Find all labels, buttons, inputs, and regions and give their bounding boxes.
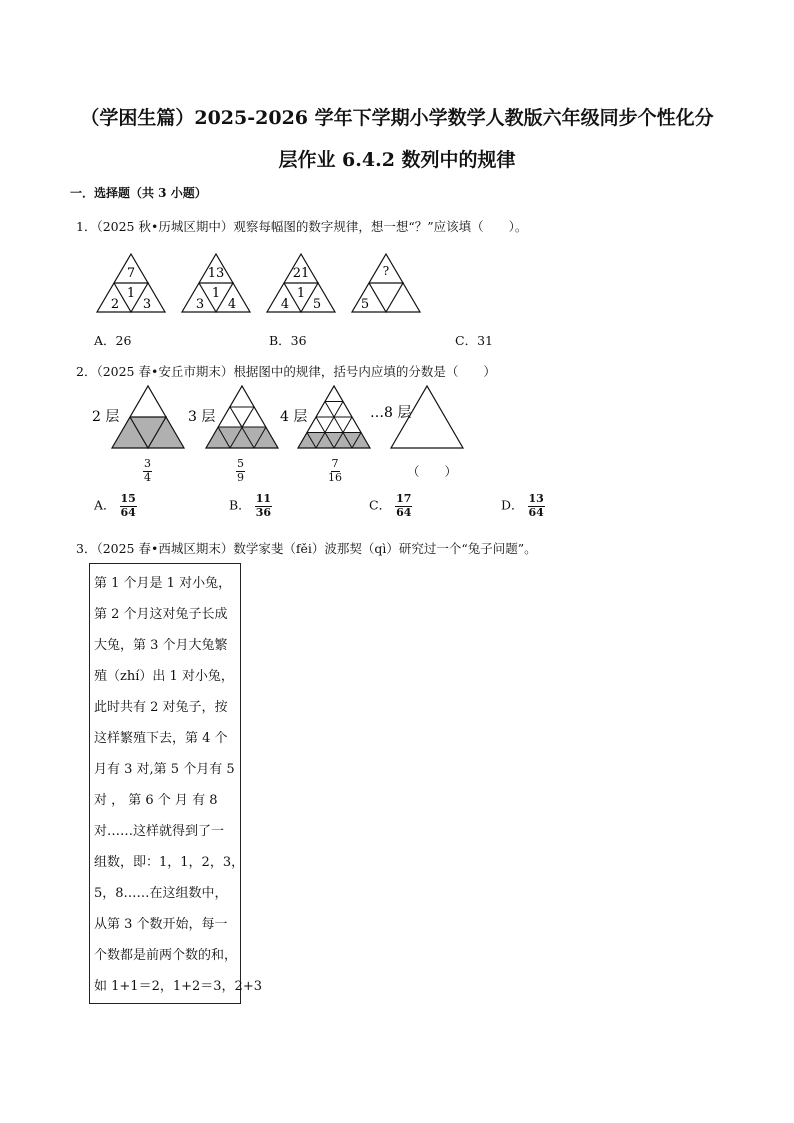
box-text-line: 这样繁殖下去，第 4 个 — [94, 731, 228, 746]
triangle-top-number: 21 — [292, 266, 310, 281]
box-text-line: 第 2 个月这对兔子长成 — [94, 607, 228, 622]
layer-figure-3 — [188, 386, 278, 448]
question-1-text: 1．（2025 秋•历城区期中）观察每幅图的数字规律，想一想“？”应该填（ ）。 — [76, 219, 528, 234]
box-text-line: 此时共有 2 对兔子，按 — [94, 700, 228, 715]
shaded-region — [112, 417, 184, 448]
triangle-middle-number: 1 — [211, 286, 221, 301]
triangle-right-number: 5 — [312, 297, 322, 312]
document-title-line2: 层作业 6.4.2 数列中的规律 — [278, 149, 516, 171]
box-text-line: 殖（zhí）出 1 对小兔， — [94, 669, 234, 684]
fraction-4-layer: $\frac{7}{16}$ — [328, 457, 342, 484]
triangle-right-number: 3 — [142, 297, 152, 312]
box-text-line: 月有 3 对,第 5 个月有 5 — [94, 762, 235, 777]
triangle-top-number: 7 — [126, 266, 136, 281]
number-triangle-1 — [97, 254, 165, 312]
triangle-middle-number: 1 — [296, 286, 306, 301]
layer-figure-8 — [370, 386, 463, 448]
triangle-left-number: 3 — [195, 297, 205, 312]
triangle-left-number: 4 — [280, 297, 290, 312]
box-text-line: 第 1 个月是 1 对小兔， — [94, 576, 232, 591]
box-text-line: 从第 3 个数开始，每一 — [94, 917, 228, 932]
layer-label: 2 层 — [92, 409, 120, 425]
triangle-top-number: 13 — [207, 266, 225, 281]
question-1-option-a[interactable]: A．26 — [94, 333, 132, 348]
triangle-left-number: 2 — [110, 297, 120, 312]
triangle-inner-lines — [369, 283, 403, 312]
box-text-line: 个数都是前两个数的和， — [94, 948, 238, 963]
triangle-top-number: ? — [382, 264, 390, 278]
layer-label: …8 层 — [370, 405, 412, 421]
fraction-blank: （ ） — [407, 464, 458, 479]
box-text-line: 5，8……在这组数中， — [94, 886, 228, 901]
document-title-line1: （学困生篇）2025-2026 学年下学期小学数学人教版六年级同步个性化分 — [80, 107, 714, 129]
rabbit-problem-text-box — [89, 563, 262, 1004]
box-text-line: 如 1+1＝2，1+2＝3，2+3 — [94, 979, 262, 994]
question-1-triangles-figure — [94, 250, 434, 320]
question-3-text: 3．（2025 春•西城区期末）数学家斐（fěi）波那契（qì）研究过一个“兔子问题”。 — [76, 541, 537, 556]
number-triangle-3 — [267, 254, 335, 312]
number-triangle-2 — [182, 254, 250, 312]
question-2-layer-triangles-figure — [92, 384, 472, 454]
fraction-3-layer: $\frac{5}{9}$ — [237, 457, 244, 484]
question-2-option-a[interactable]: A． $\frac{15}{64}$ — [94, 492, 136, 519]
triangle-middle-number: 1 — [126, 286, 136, 301]
question-1-option-c[interactable]: C．31 — [455, 333, 493, 348]
box-text-line: 对 ， 第 6 个 月 有 8 — [94, 793, 218, 808]
question-2-text: 2．（2025 春•安丘市期末）根据图中的规律，括号内应填的分数是（ ） — [76, 364, 496, 379]
box-text-line: 大兔，第 3 个月大兔繁 — [94, 638, 228, 653]
layer-figure-2 — [92, 386, 184, 448]
layer-label: 4 层 — [280, 409, 308, 425]
question-2-option-b[interactable]: B． $\frac{11}{36}$ — [229, 492, 271, 519]
triangle-left-number: 5 — [360, 297, 370, 312]
number-triangle-4 — [352, 254, 420, 312]
section-heading: 一．选择题（共 3 小题） — [70, 186, 207, 200]
question-2-option-c[interactable]: C． $\frac{17}{64}$ — [369, 492, 412, 519]
question-1-option-b[interactable]: B．36 — [269, 333, 307, 348]
fraction-2-layer: $\frac{3}{4}$ — [144, 457, 151, 484]
box-text-line: 对……这样就得到了一 — [94, 824, 225, 839]
layer-label: 3 层 — [188, 409, 216, 425]
triangle-right-number: 4 — [227, 297, 237, 312]
box-text-line: 组数，即：1，1，2，3， — [94, 855, 245, 870]
question-2-option-d[interactable]: D． $\frac{13}{64}$ — [501, 492, 544, 519]
layer-figure-4 — [280, 386, 370, 448]
